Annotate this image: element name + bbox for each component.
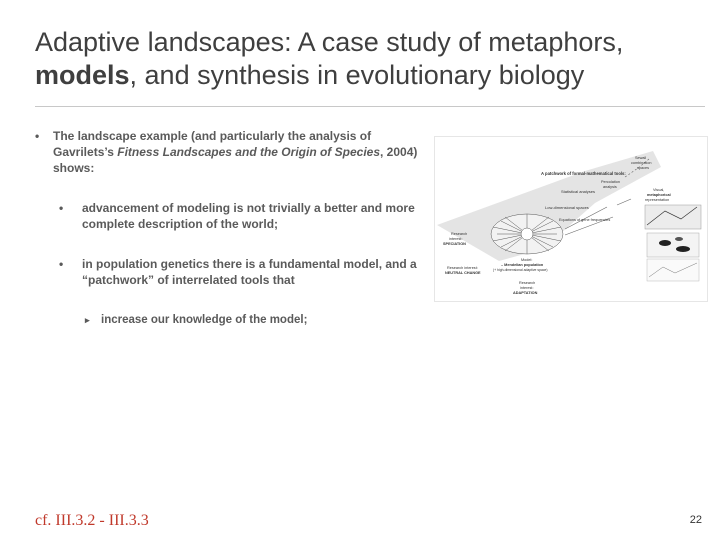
sub2-text-a: in population genetics there is a fundamental model, and a “ [82,257,417,287]
slide-title [35,26,705,92]
fig-research-spec-c: SPECIATION [443,242,466,246]
sub-sub-bullet-1 [35,312,435,328]
fig-low-dim: Low-dimensional spaces [545,205,589,210]
bullet-dot: • [35,129,40,143]
bullet-list [35,128,435,328]
landscape-diagram [434,136,708,302]
sub-bullet-1 [35,200,435,232]
page-number: 22 [689,514,702,526]
fig-equations: Equations of gene frequencies [559,218,611,222]
model-network-icon [491,214,563,254]
landscape-diagram-svg [435,137,707,301]
landscape-panels [645,205,701,281]
fig-patchwork-label: A patchwork of formal-mathematical tools: [541,171,626,176]
fig-sewall-b: combination [631,161,652,165]
fig-research-adapt-c: ADAPTATION [513,291,538,295]
fig-percolation-b: analysis [603,185,617,189]
title-line1: Adaptive landscapes: A case study of metaphors, [35,27,624,57]
fig-research-spec-b: interest: [449,237,463,241]
fig-stat-analyses: Statistical analyses [561,189,596,194]
sub2-text-b: ” of interrelated tools that [148,273,295,287]
fig-research-adapt-b: interest: [520,286,534,290]
fig-research-spec-a: Research [451,232,468,236]
triangle-bullet-icon: ▸ [85,315,90,325]
sub-bullet-2 [35,256,435,288]
fig-visual-c: representation [645,198,670,202]
fig-research-adapt-a: Research [519,281,536,285]
subsub1-text: increase our knowledge of the model; [101,314,308,326]
fig-percolation-a: Percolation [601,180,620,184]
sub1-text: advancement of modeling is not trivially a better and more complete description of the world; [82,201,415,231]
fig-research-neutral-b: NEUTRAL CHANGE [445,271,481,275]
bullet1-text-a: The landscape example (and particularly the analysis of Gavrilets’s [53,129,372,159]
bullet-item-1 [35,128,435,176]
fig-model-b: – Mendelian population [501,263,544,267]
fig-sewall-c: spaces [637,166,650,170]
title-bold-word: models [35,60,130,90]
bullet-dot: • [59,257,64,271]
sub2-bold: patchwork [88,273,149,287]
fig-model-a: Model: [521,258,533,262]
title-line2-rest: , and synthesis in evolutionary biology [129,60,585,90]
fig-research-neutral-a: Research interest: [447,266,478,270]
bullet1-text-b: , 2004) shows: [53,145,418,175]
fig-visual-a: Visual, [653,188,665,192]
fig-model-c: (+ high-dimensional adaptive space) [493,268,548,272]
bullet1-book-title: Fitness Landscapes and the Origin of Species [117,145,380,159]
footnote-reference: cf. III.3.2 - III.3.3 [35,512,149,529]
bullet-dot: • [59,201,64,215]
title-divider [35,106,705,107]
fig-visual-b: metaphorical [647,193,671,197]
fig-sewall-a: Sewall [635,156,647,160]
